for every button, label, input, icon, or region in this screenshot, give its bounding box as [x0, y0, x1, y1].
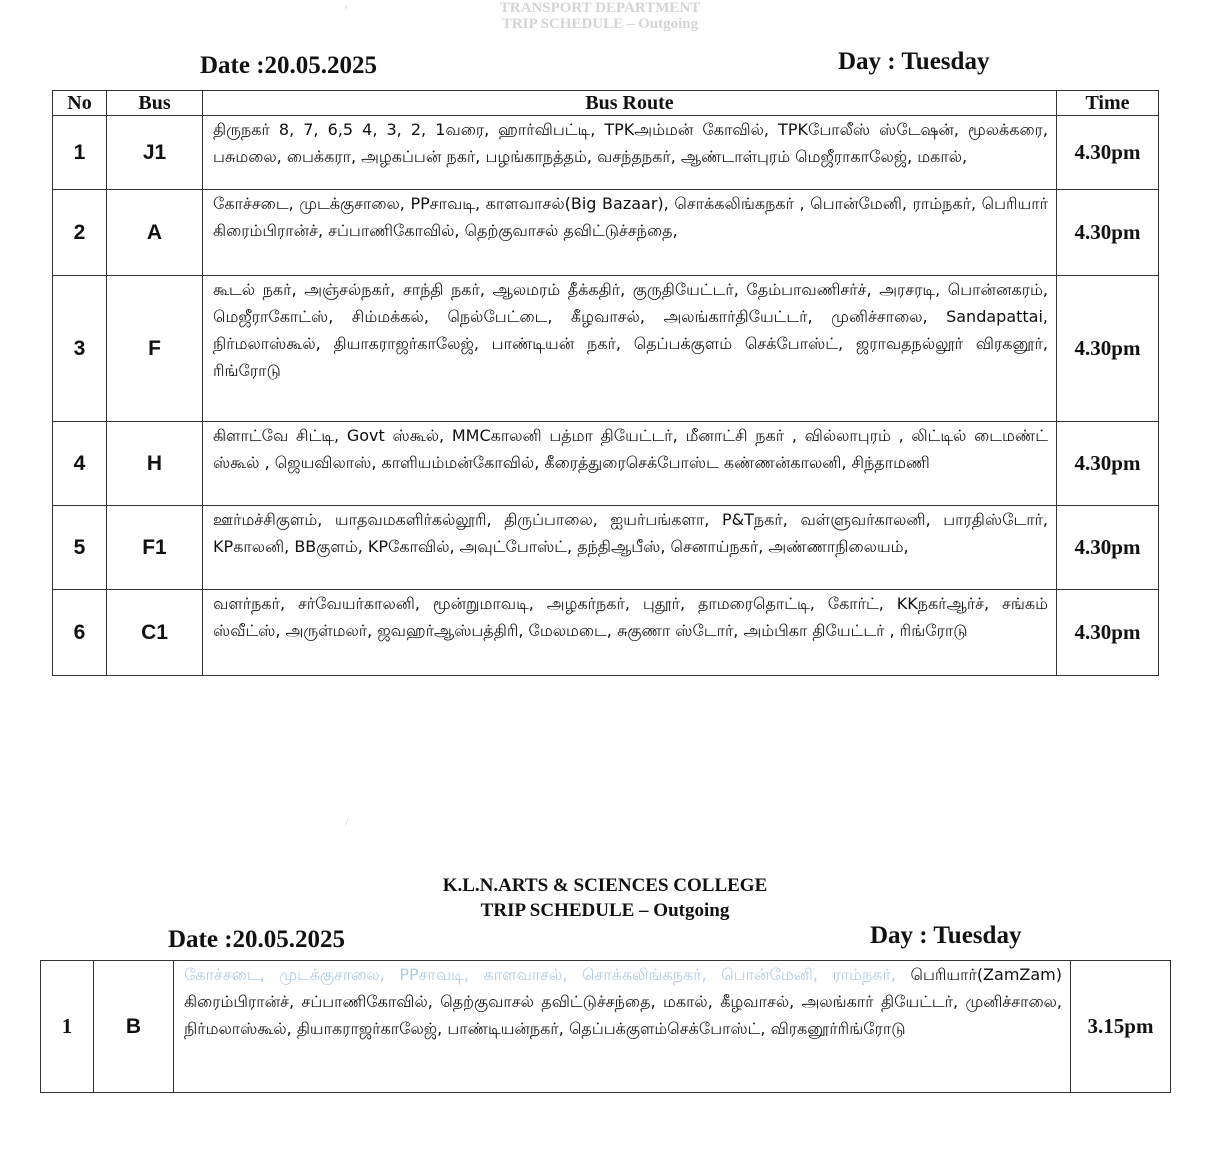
row-route: கூடல் நகர், அஞ்சல்நகர், சாந்தி நகர், ஆலமரம் தீக்கதிர், குருதியேட்டர், தேம்பாவணிசர்ச், அரசரடி, பொன்னகரம், மெஜீராகோட்ஸ், சிம்மக்கல், நெல்பேட்டை, கீழவாசல், அலங்கார்தியேட்டர், முனிச்சாலை, Sandapattai, நிர்மலாஸ்கூல், தியாகராஜர்காலேஜ், பாண்டியன் நகர், தெப்பக்குளம் செக்போஸ்ட், ஜராவதநல்லூர் விரகனூர், ரிங்ரோடு	[203, 276, 1057, 422]
row-route	[174, 961, 1071, 1093]
table-row	[41, 961, 1171, 1093]
row-route-text: பெரியார்(ZamZam) கிரைம்பிரான்ச், சப்பாணிகோவில், தெற்குவாசல் தவிட்டுச்சந்தை, மகால், கீழவாசல், அலங்கார் தியேட்டர், முனிச்சாலை, நிர்மலாஸ்கூல், தியாகராஜர்காலேஜ், பாண்டியன்நகர், தெப்பக்குளம்செக்போஸ்ட், விரகனூர்ரிங்ரோடு	[184, 965, 1062, 1038]
row-bus: J1	[107, 116, 203, 190]
row-route: திருநகர் 8, 7, 6,5 4, 3, 2, 1வரை, ஹார்விபட்டி, TPKஅம்மன் கோவில், TPKபோலீஸ் ஸ்டேஷன், மூலக்கரை, பசுமலை, பைக்கரா, அழகப்பன் நகர், பழங்காநத்தம், வசந்தநகர், ஆண்டாள்புரம் மெஜீராகாலேஜ், மகால்,	[203, 116, 1057, 190]
day-label: Day : Tuesday	[838, 48, 990, 75]
row-time: 4.30pm	[1057, 116, 1159, 190]
table-row	[53, 190, 1159, 276]
row-bus: B	[94, 961, 174, 1093]
faded-header-line1: TRANSPORT DEPARTMENT	[499, 0, 701, 16]
table-row	[53, 506, 1159, 590]
header-route: Bus Route	[203, 91, 1057, 116]
header-bus: Bus	[107, 91, 203, 116]
row-no: 1	[41, 961, 94, 1093]
row-bus: F	[107, 276, 203, 422]
row-route: ஊர்மச்சிகுளம், யாதவமகளிர்கல்லூரி, திருப்பாலை, ஐயர்பங்களா, P&Tநகர், வள்ளுவர்காலனி, பாரதிஸ்டோர், KPகாலனி, BBகுளம், KPகோவில், அவுட்போஸ்ட், தந்திஆபீஸ், செனாய்நகர், அண்ணாநிலையம்,	[203, 506, 1057, 590]
row-bus: H	[107, 422, 203, 506]
schedule-table-2	[40, 960, 1171, 1093]
date-label: Date :20.05.2025	[200, 52, 378, 79]
day-label-2: Day : Tuesday	[870, 922, 1022, 949]
table-row	[53, 590, 1159, 676]
row-no: 2	[53, 190, 107, 276]
faded-header-line2: TRIP SCHEDULE – Outgoing	[501, 16, 699, 32]
row-route-faded: கோச்சடை, முடக்குசாலை, PPசாவடி, காளவாசல், சொக்கலிங்கநகர், பொன்மேனி, ராம்நகர்,	[184, 965, 896, 984]
scan-speck: '	[345, 4, 348, 19]
date-label-2: Date :20.05.2025	[168, 926, 346, 953]
row-no: 1	[53, 116, 107, 190]
row-time: 4.30pm	[1057, 276, 1159, 422]
table-header-row	[53, 91, 1159, 116]
row-no: 3	[53, 276, 107, 422]
table-row	[53, 116, 1159, 190]
table-row	[53, 276, 1159, 422]
faded-header	[400, 0, 800, 32]
row-time: 4.30pm	[1057, 590, 1159, 676]
trip-schedule-title: TRIP SCHEDULE – Outgoing	[480, 900, 730, 921]
row-time: 4.30pm	[1057, 190, 1159, 276]
schedule-table	[52, 90, 1159, 676]
row-no: 4	[53, 422, 107, 506]
row-no: 5	[53, 506, 107, 590]
row-route: வளர்நகர், சர்வேயர்காலனி, மூன்றுமாவடி, அழகர்நகர், புதூர், தாமரைதொட்டி, கோர்ட், KKநகர்ஆர்ச், சங்கம் ஸ்வீட்ஸ், அருள்மலர், ஜவஹர்ஆஸ்பத்திரி, மேலமடை, சுகுணா ஸ்டோர், அம்பிகா தியேட்டர் , ரிங்ரோடு	[203, 590, 1057, 676]
header-no: No	[53, 91, 107, 116]
row-bus: F1	[107, 506, 203, 590]
scan-speck: /	[345, 815, 349, 830]
row-bus: A	[107, 190, 203, 276]
row-bus: C1	[107, 590, 203, 676]
row-no: 6	[53, 590, 107, 676]
table-row	[53, 422, 1159, 506]
header-time: Time	[1057, 91, 1159, 116]
row-time: 3.15pm	[1071, 961, 1171, 1093]
row-time: 4.30pm	[1057, 506, 1159, 590]
row-route: கோச்சடை, முடக்குசாலை, PPசாவடி, காளவாசல்(Big Bazaar), சொக்கலிங்கநகர் , பொன்மேனி, ராம்நகர், பெரியார் கிரைம்பிரான்ச், சப்பாணிகோவில், தெற்குவாசல் தவிட்டுச்சந்தை,	[203, 190, 1057, 276]
row-route: கிளாட்வே சிட்டி, Govt ஸ்கூல், MMCகாலனி பத்மா தியேட்டர், மீனாட்சி நகர் , வில்லாபுரம் , லிட்டில் டைமண்ட் ஸ்கூல் , ஜெயவிலாஸ், காளியம்மன்கோவில், கீரைத்துரைசெக்போஸ்ட கண்ணன்காலனி, சிந்தாமணி	[203, 422, 1057, 506]
row-time: 4.30pm	[1057, 422, 1159, 506]
college-name: K.L.N.ARTS & SCIENCES COLLEGE	[442, 875, 768, 896]
